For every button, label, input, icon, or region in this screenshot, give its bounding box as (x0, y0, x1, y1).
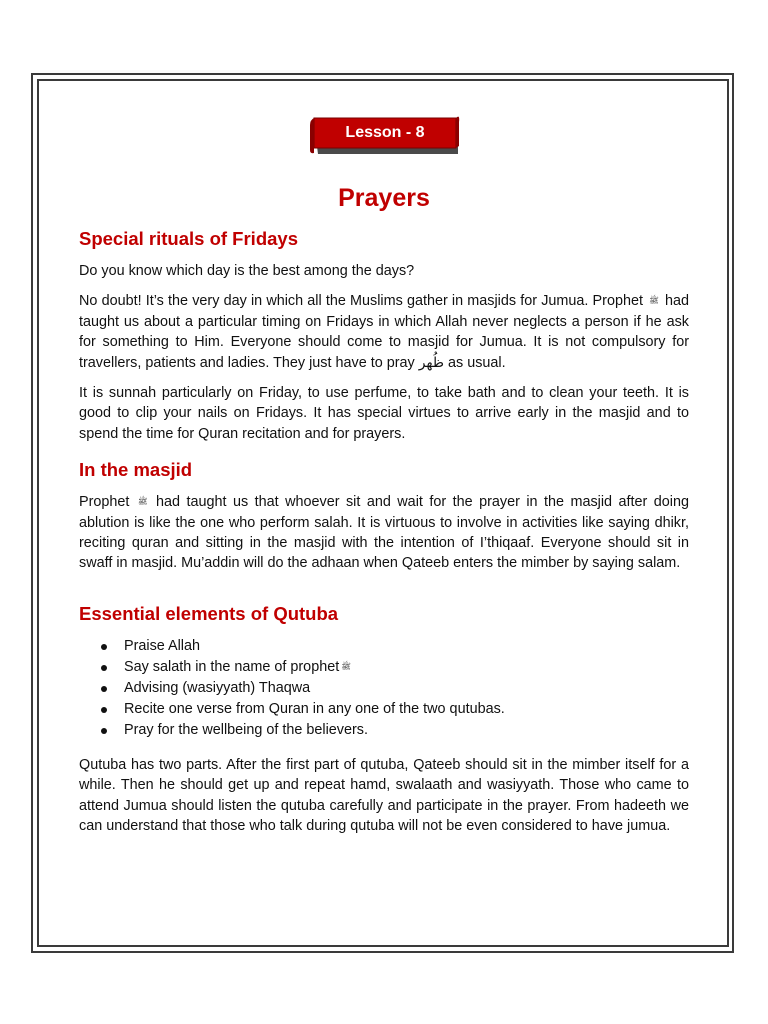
fridays-para1-part-a: No doubt! It’s the very day in which all the Muslims gather in masjids for Jumua. Prophet (79, 293, 643, 310)
heading-fridays: Special rituals of Fridays (79, 228, 298, 249)
qutuba-closing-paragraph: Qutuba has two parts. After the first part of qutuba, Qateeb should sit in the mimber itself for a while. Then he should get up and repeat hamd, swalaath and wasiyyath. Those who came to attend Jumua should listen the qutuba carefully and participate in the prayer. From hadeeth we can understand that those who talk during qutuba will not be even considered to have jumua. (79, 756, 689, 835)
heading-masjid: In the masjid (79, 459, 193, 481)
page-title: Prayers (338, 184, 430, 212)
dhuhr-arabic: ظُهر (418, 354, 445, 371)
list-item: Recite one verse from Quran in any one of the two qutubas. (79, 699, 689, 720)
fridays-para1-part-b: had taught us about a particular timing on Fridays in which Allah never neglects a person if he ask for something to Him. Everyone should come to masjid for Jumua. It is not compulsory for travellers, patients and ladies. They just have to pray (79, 293, 689, 371)
salawat-icon: ﷺ (649, 296, 659, 306)
fridays-paragraph-1 (79, 291, 689, 373)
list-item: Praise Allah (79, 636, 689, 657)
qutuba-elements-list (79, 636, 689, 741)
fridays-paragraph-2: It is sunnah particularly on Friday, to use perfume, to take bath and to clean your teeth. It is good to clip your nails on Fridays. It has special virtues to arrive early in the masjid and to spend the time for Quran recitation and for prayers. (79, 385, 689, 442)
masjid-paragraph (79, 492, 689, 574)
lesson-content (79, 225, 689, 837)
fridays-question: Do you know which day is the best among the days? (79, 263, 415, 279)
lesson-label: Lesson - 8 (345, 124, 425, 141)
list-item-text: Say salath in the name of prophet (124, 658, 340, 675)
heading-qutuba: Essential elements of Qutuba (79, 602, 339, 624)
banner-curl-right (456, 117, 459, 148)
salawat-icon: ﷺ (341, 661, 351, 671)
list-item: Pray for the wellbeing of the believers. (79, 720, 689, 741)
masjid-para-part-a: Prophet (79, 494, 130, 511)
list-item (79, 657, 689, 678)
salawat-icon: ﷺ (137, 497, 148, 507)
list-item: Advising (wasiyyath) Thaqwa (79, 678, 689, 699)
fridays-para1-part-c: as usual. (448, 354, 506, 371)
masjid-para-part-b: had taught us that whoever sit and wait for the prayer in the masjid after doing ablution is like the one who perform salah. It is virtuous to involve in activities like saying dhikr, reciting quran and sitting in the masjid with the intention of I’thiqaaf. Everyone should sit in swaff in masjid. Mu’addin will do the adhaan when Qateeb enters the mimber by saying salam. (79, 494, 689, 572)
